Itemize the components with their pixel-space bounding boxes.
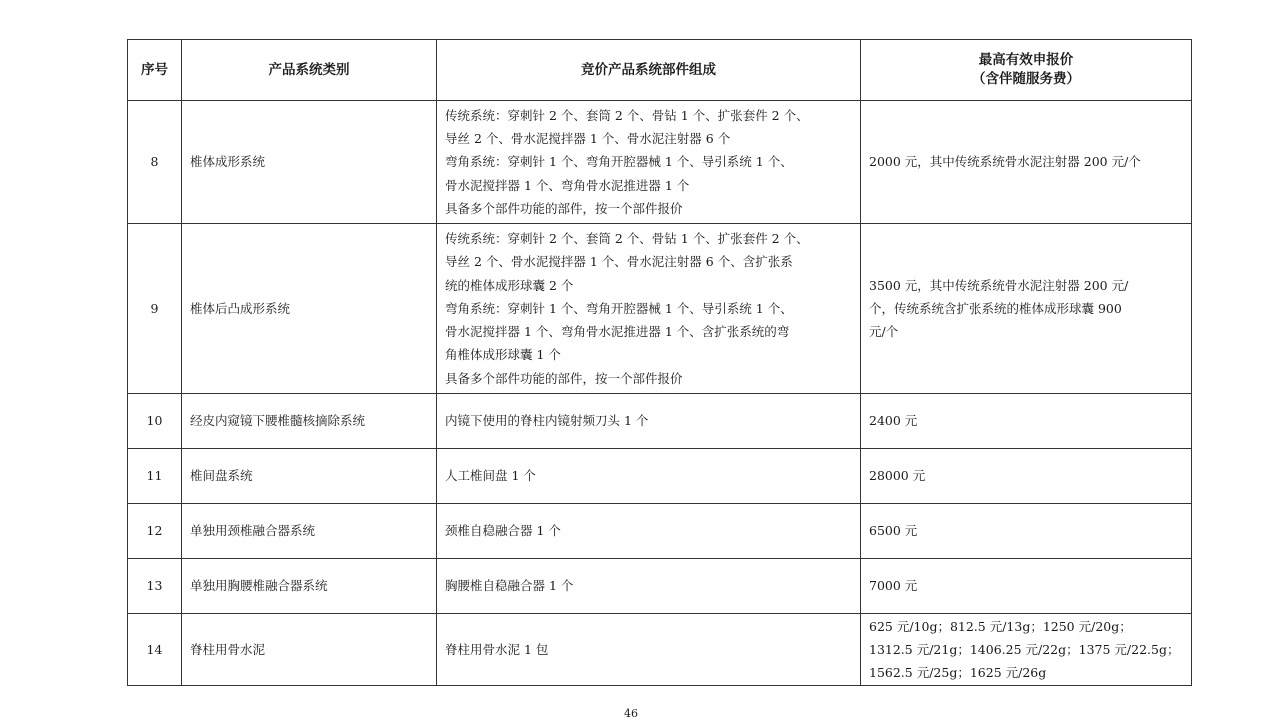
row-price — [861, 224, 1192, 394]
row-components — [437, 504, 861, 559]
price-line: 6500 元 — [869, 523, 918, 539]
row-category: 椎体后凸成形系统 — [182, 224, 437, 394]
row-components — [437, 394, 861, 449]
price-line: 7000 元 — [869, 578, 918, 594]
price-line: 2400 元 — [869, 413, 918, 429]
row-category: 脊柱用骨水泥 — [182, 614, 437, 686]
component-line: 内镜下使用的脊柱内镜射频刀头 1 个 — [445, 413, 649, 429]
price-line: 2000 元，其中传统系统骨水泥注射器 200 元/个 — [869, 154, 1141, 170]
price-line: 个，传统系统含扩张系统的椎体成形球囊 900 — [869, 300, 1122, 316]
row-category: 椎体成形系统 — [182, 101, 437, 224]
table-row — [128, 614, 1192, 686]
row-seq: 11 — [128, 449, 182, 504]
row-price — [861, 394, 1192, 449]
component-line: 弯角系统：穿刺针 1 个、弯角开腔器械 1 个、导引系统 1 个、 — [445, 154, 793, 170]
table-row — [128, 559, 1192, 614]
row-category: 椎间盘系统 — [182, 449, 437, 504]
table-row — [128, 504, 1192, 559]
price-line: 1312.5 元/21g；1406.25 元/22g；1375 元/22.5g； — [869, 641, 1180, 657]
price-line: 625 元/10g；812.5 元/13g；1250 元/20g； — [869, 618, 1132, 634]
header-price-line2: （含伴随服务费） — [972, 71, 1080, 87]
row-category: 单独用颈椎融合器系统 — [182, 504, 437, 559]
component-line: 骨水泥搅拌器 1 个、弯角骨水泥推进器 1 个、含扩张系统的弯 — [445, 324, 790, 340]
row-price — [861, 101, 1192, 224]
price-line: 3500 元，其中传统系统骨水泥注射器 200 元/ — [869, 277, 1129, 293]
component-line: 导丝 2 个、骨水泥搅拌器 1 个、骨水泥注射器 6 个、含扩张系 — [445, 254, 793, 270]
price-line: 28000 元 — [869, 468, 926, 484]
price-line: 1562.5 元/25g；1625 元/26g — [869, 665, 1047, 681]
row-seq: 10 — [128, 394, 182, 449]
component-line: 角椎体成形球囊 1 个 — [445, 347, 561, 363]
page-number: 46 — [624, 707, 638, 720]
row-price — [861, 504, 1192, 559]
component-line: 导丝 2 个、骨水泥搅拌器 1 个、骨水泥注射器 6 个 — [445, 131, 731, 147]
row-seq: 8 — [128, 101, 182, 224]
row-components — [437, 449, 861, 504]
table-row — [128, 394, 1192, 449]
component-line: 颈椎自稳融合器 1 个 — [445, 523, 561, 539]
component-line: 脊柱用骨水泥 1 包 — [445, 641, 549, 657]
header-category: 产品系统类别 — [182, 40, 437, 101]
row-components — [437, 101, 861, 224]
row-price — [861, 614, 1192, 686]
component-line: 胸腰椎自稳融合器 1 个 — [445, 578, 574, 594]
component-line: 传统系统：穿刺针 2 个、套筒 2 个、骨钻 1 个、扩张套件 2 个、 — [445, 107, 809, 123]
component-line: 具备多个部件功能的部件，按一个部件报价 — [445, 370, 683, 386]
row-price — [861, 559, 1192, 614]
row-components — [437, 224, 861, 394]
table-row — [128, 449, 1192, 504]
table-header-row — [128, 40, 1192, 101]
component-line: 传统系统：穿刺针 2 个、套筒 2 个、骨钻 1 个、扩张套件 2 个、 — [445, 230, 809, 246]
row-category: 经皮内窥镜下腰椎髓核摘除系统 — [182, 394, 437, 449]
row-category: 单独用胸腰椎融合器系统 — [182, 559, 437, 614]
row-seq: 14 — [128, 614, 182, 686]
row-components — [437, 614, 861, 686]
header-components: 竞价产品系统部件组成 — [437, 40, 861, 101]
component-line: 具备多个部件功能的部件，按一个部件报价 — [445, 200, 683, 216]
table-row — [128, 224, 1192, 394]
price-line: 元/个 — [869, 324, 899, 340]
header-price-line1: 最高有效申报价 — [978, 52, 1074, 68]
component-line: 弯角系统：穿刺针 1 个、弯角开腔器械 1 个、导引系统 1 个、 — [445, 300, 793, 316]
row-components — [437, 559, 861, 614]
component-line: 骨水泥搅拌器 1 个、弯角骨水泥推进器 1 个 — [445, 177, 690, 193]
table-row — [128, 101, 1192, 224]
row-seq: 13 — [128, 559, 182, 614]
header-price — [861, 40, 1192, 101]
component-line: 统的椎体成形球囊 2 个 — [445, 277, 574, 293]
row-seq: 9 — [128, 224, 182, 394]
row-seq: 12 — [128, 504, 182, 559]
price-table — [127, 39, 1192, 686]
component-line: 人工椎间盘 1 个 — [445, 468, 536, 484]
row-price — [861, 449, 1192, 504]
header-seq: 序号 — [128, 40, 182, 101]
